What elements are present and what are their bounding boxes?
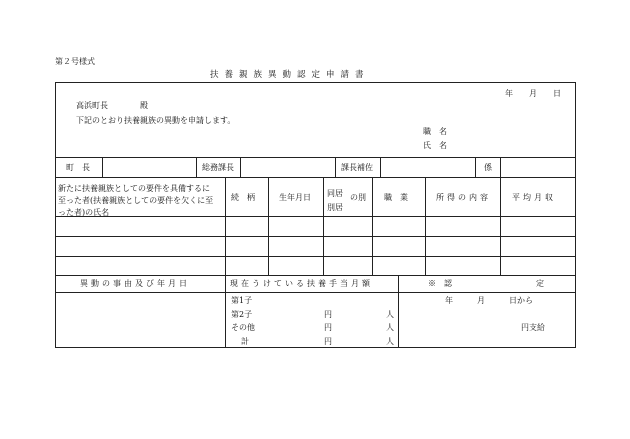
approval-divider bbox=[475, 157, 476, 178]
column-divider bbox=[500, 177, 501, 276]
allowance-person: 人 bbox=[386, 337, 394, 346]
cohabitation-header: 同居 別居 bbox=[327, 189, 343, 212]
mayor-label: 町 長 bbox=[66, 163, 90, 172]
approval-label: 定 bbox=[536, 279, 544, 288]
approval-row-bottom bbox=[55, 177, 576, 178]
relationship-header: 続 柄 bbox=[231, 193, 255, 202]
reason-header: 異動の事由及び年月日 bbox=[80, 279, 190, 288]
approval-divider bbox=[335, 157, 336, 178]
occupation-header: 職 業 bbox=[384, 193, 408, 202]
staff-stamp-cell[interactable] bbox=[501, 158, 575, 177]
approval-divider bbox=[196, 157, 197, 178]
deputy-manager-label: 課長補佐 bbox=[341, 163, 373, 172]
position-label: 職 名 bbox=[423, 127, 447, 136]
mayor-stamp-cell[interactable] bbox=[103, 158, 196, 177]
allowance-yen: 円 bbox=[324, 323, 332, 332]
table-row[interactable] bbox=[56, 237, 225, 256]
allowance-label: 計 bbox=[241, 337, 249, 346]
table-row[interactable] bbox=[56, 217, 225, 236]
frame-bottom bbox=[55, 347, 576, 348]
approval-amount-field[interactable]: 円支給 bbox=[521, 323, 545, 332]
frame-top bbox=[55, 82, 576, 83]
allowance-label: 第2子 bbox=[231, 310, 253, 319]
deputy-manager-stamp-cell[interactable] bbox=[381, 158, 475, 177]
general-manager-stamp-cell[interactable] bbox=[241, 158, 335, 177]
date-field[interactable]: 年 月 日 bbox=[505, 89, 561, 98]
monthly-income-header: 平均月収 bbox=[512, 193, 556, 202]
bottom-divider bbox=[398, 275, 399, 348]
form-title: 扶養親族異動認定申請書 bbox=[210, 70, 370, 80]
allowance-yen: 円 bbox=[324, 310, 332, 319]
column-divider bbox=[225, 177, 226, 276]
reason-field[interactable] bbox=[56, 293, 225, 347]
column-divider bbox=[268, 177, 269, 276]
form-number: 第２号様式 bbox=[55, 57, 95, 66]
column-divider bbox=[372, 177, 373, 276]
cohabitation-suffix: の別 bbox=[350, 193, 366, 202]
general-manager-label: 総務課長 bbox=[202, 163, 234, 172]
allowance-label: その他 bbox=[231, 323, 255, 332]
addressee: 高浜町長 殿 bbox=[76, 101, 148, 110]
allowance-header: 現在うけている扶養手当月額 bbox=[230, 279, 373, 288]
income-header: 所得の内容 bbox=[436, 193, 491, 202]
frame-right bbox=[575, 82, 576, 348]
name-label: 氏 名 bbox=[423, 141, 447, 150]
birthdate-header: 生年月日 bbox=[279, 193, 311, 202]
dependents-row-line bbox=[55, 275, 576, 276]
request-text: 下記のとおり扶養親族の異動を申請します。 bbox=[76, 116, 236, 125]
approval-date-field[interactable]: 年 月 日から bbox=[445, 296, 533, 305]
allowance-label: 第1子 bbox=[231, 296, 253, 305]
bottom-divider bbox=[225, 275, 226, 348]
dependent-name-header: 新たに扶養親族としての要件を具備するに 至った者(扶養親族としての要件を欠くに至 った者)の氏名 bbox=[58, 184, 214, 217]
table-row[interactable] bbox=[56, 257, 225, 275]
allowance-person: 人 bbox=[386, 310, 394, 319]
staff-label: 係 bbox=[484, 163, 492, 172]
allowance-yen: 円 bbox=[324, 337, 332, 346]
allowance-person: 人 bbox=[386, 323, 394, 332]
column-divider bbox=[425, 177, 426, 276]
column-divider bbox=[323, 177, 324, 276]
approval-mark: ※ 認 bbox=[428, 279, 452, 288]
